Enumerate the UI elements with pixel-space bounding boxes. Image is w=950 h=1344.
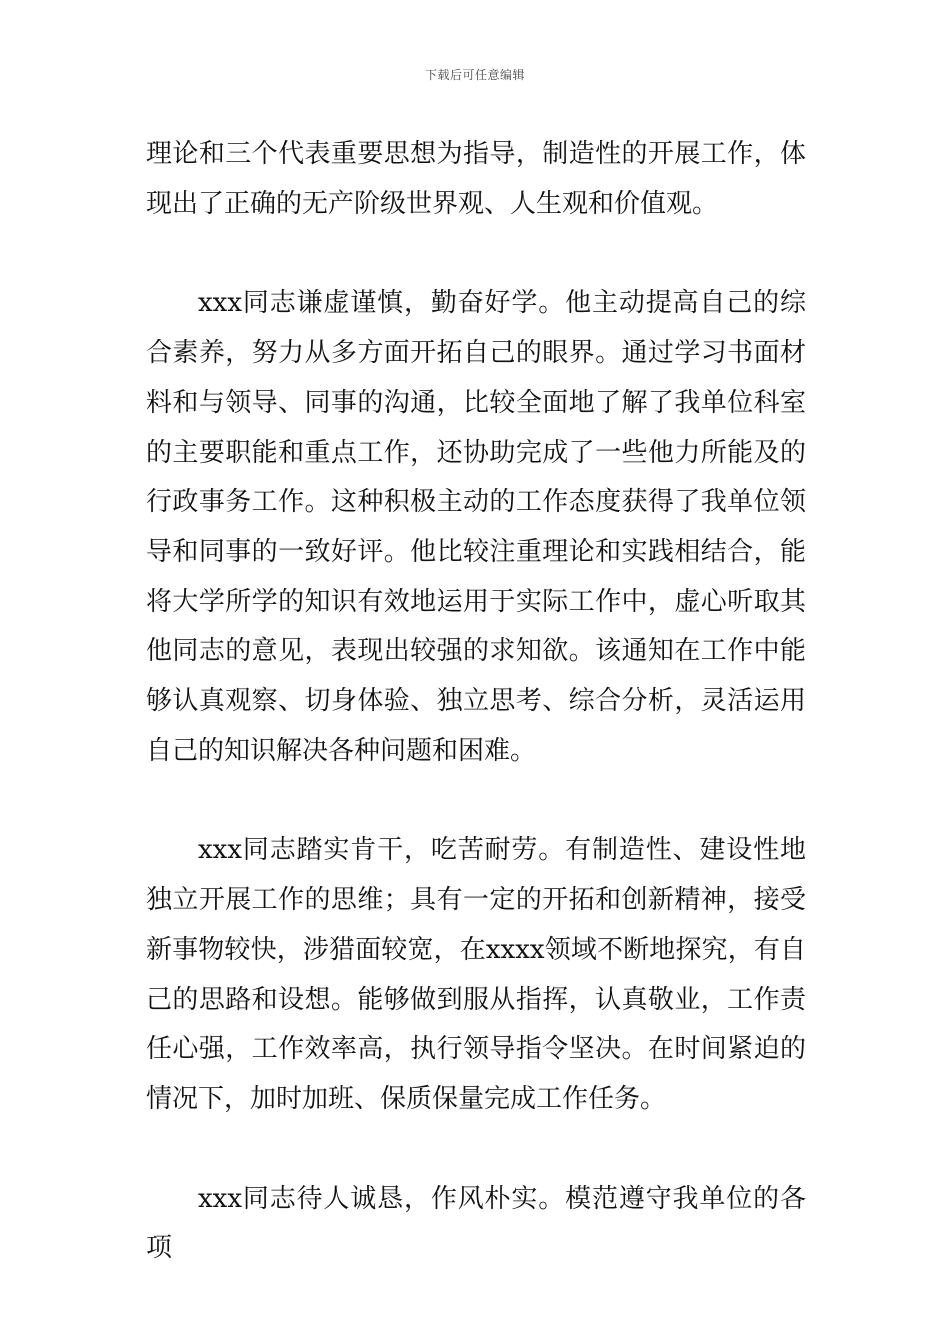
document-body (146, 130, 806, 1274)
paragraph-sincere: xxx同志待人诚恳，作风朴实。模范遵守我单位的各项 (146, 1183, 806, 1264)
header-note: 下载后可任意编辑 (424, 68, 525, 82)
paragraph-hardworking: xxx同志踏实肯干，吃苦耐劳。有制造性、建设性地独立开展工作的思维；具有一定的开拓和创新精神，接受新事物较快，涉猎面较宽，在xxxx领域不断地探究，有自己的思路和设想。能够做到服从指挥，认真敬业，工作责任心强，工作效率高，执行领导指令坚决。在时间紧迫的情况下，加时加班、保质保量完成工作任务。 (146, 835, 806, 1114)
paragraph-continuation: 理论和三个代表重要思想为指导，制造性的开展工作，体现出了正确的无产阶级世界观、人生观和价值观。 (146, 139, 806, 219)
paragraph-modest-studious: xxx同志谦虚谨慎，勤奋好学。他主动提高自己的综合素养，努力从多方面开拓自己的眼界。通过学习书面材料和与领导、同事的沟通，比较全面地了解了我单位科室的主要职能和重点工作，还协助完成了一些他力所能及的行政事务工作。这种积极主动的工作态度获得了我单位领导和同事的一致好评。他比较注重理论和实践相结合，能将大学所学的知识有效地运用于实际工作中，虚心听取其他同志的意见，表现出较强的求知欲。该通知在工作中能够认真观察、切身体验、独立思考、综合分析，灵活运用自己的知识解决各种问题和困难。 (146, 288, 806, 766)
